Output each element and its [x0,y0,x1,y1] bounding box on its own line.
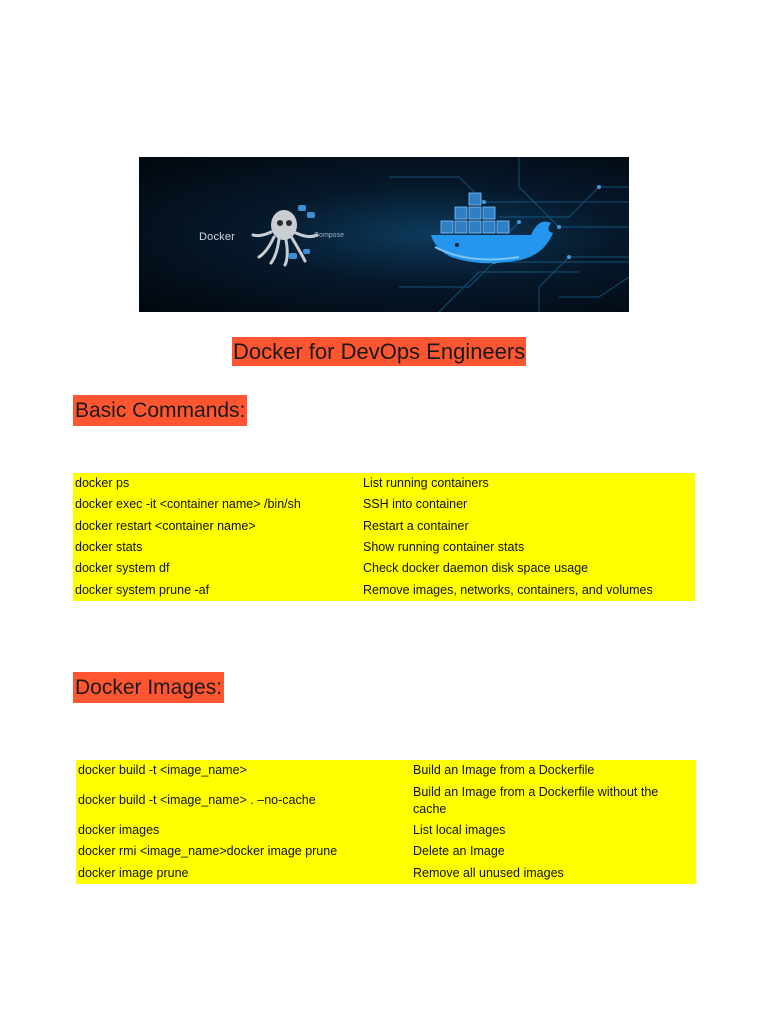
table-row [76,782,696,820]
description-cell: List local images [413,822,506,837]
command-cell: docker exec -it <container name> /bin/sh [75,497,301,512]
command-cell: docker image prune [78,865,189,880]
command-cell: docker system prune -af [75,582,210,597]
table-row [76,841,696,863]
docker-banner-image [139,157,629,312]
circuit-lines [389,157,629,312]
page-title: Docker for DevOps Engineers [233,339,526,364]
table-row [73,473,695,494]
command-cell: docker system df [75,561,170,576]
command-cell: docker build -t <image_name> [78,763,247,778]
banner-compose-text: Compose [314,232,344,239]
basic-commands-table [73,473,695,601]
docker-whale-icon [431,193,553,263]
section-heading-basic-commands: Basic Commands: [73,395,247,426]
description-cell: Build an Image from a Dockerfile without the cache [413,784,659,816]
command-cell: docker ps [75,476,130,491]
table-row [73,516,695,537]
table-row [76,863,696,885]
table-row [73,558,695,579]
command-cell: docker stats [75,540,143,555]
command-cell: docker build -t <image_name> . –no-cache [78,793,316,807]
description-cell: Delete an Image [413,844,505,859]
docker-images-table [76,760,696,884]
description-cell: Check docker daemon disk space usage [363,561,589,576]
command-cell: docker images [78,822,160,837]
description-cell: Remove images, networks, containers, and volumes [363,582,653,597]
banner-docker-text: Docker [199,231,236,243]
description-cell: List running containers [363,476,489,491]
description-cell: Restart a container [363,518,469,533]
table-row [73,537,695,558]
compose-octopus-icon [253,205,317,265]
section-heading-docker-images: Docker Images: [73,672,224,703]
description-cell: Show running container stats [363,540,525,555]
table-row [76,820,696,842]
description-cell: SSH into container [363,497,468,512]
command-cell: docker rmi <image_name>docker image prune [78,844,338,859]
description-cell: Build an Image from a Dockerfile [413,763,595,778]
description-cell: Remove all unused images [413,865,564,880]
command-cell: docker restart <container name> [75,518,256,533]
table-row [73,579,695,600]
table-row [73,494,695,515]
table-row [76,760,696,782]
